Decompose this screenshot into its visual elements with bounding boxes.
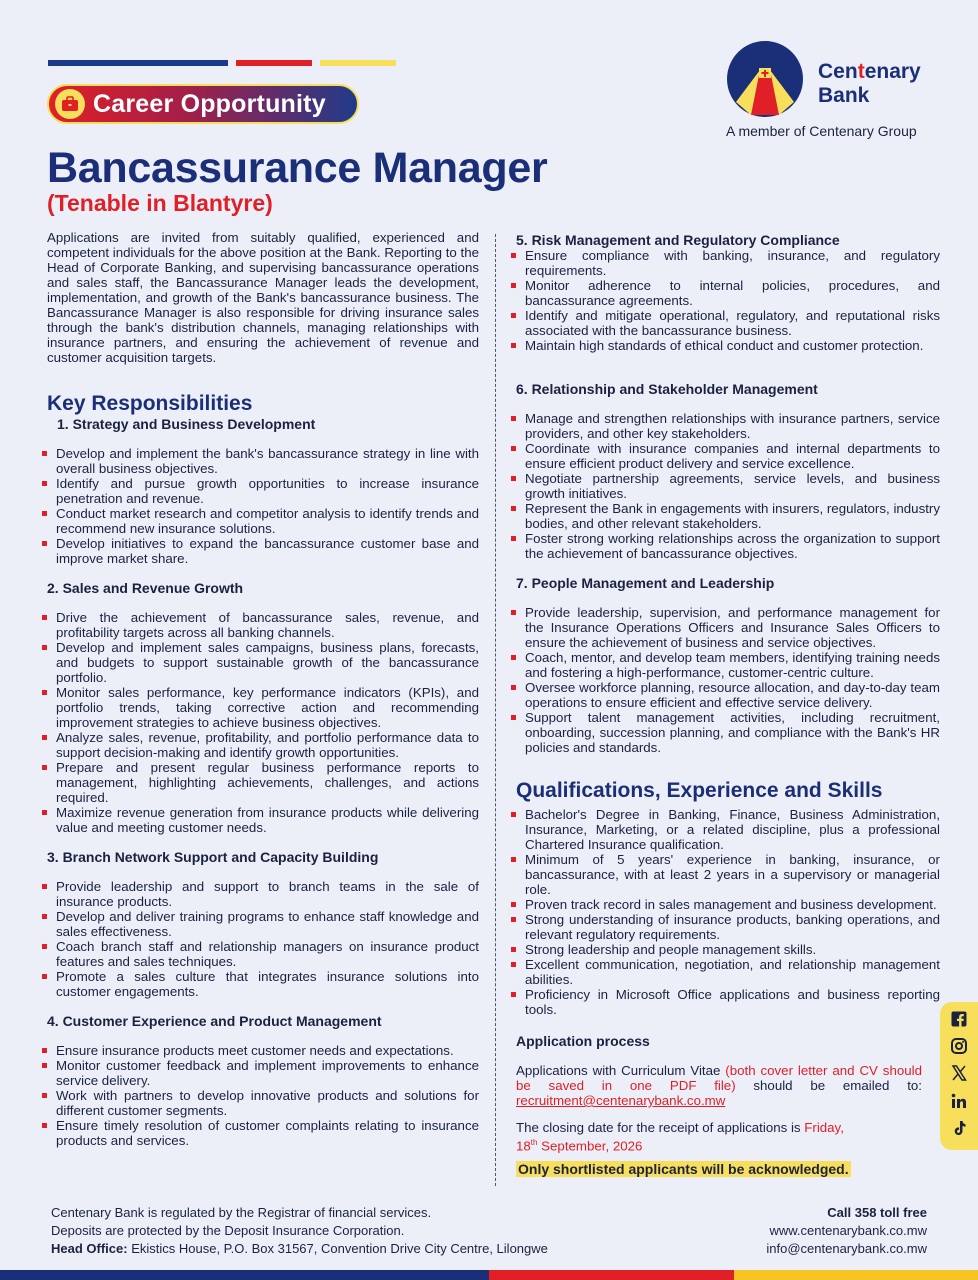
left-column	[47, 230, 479, 1148]
list-item: Conduct market research and competitor analysis to identify trends and recommend new insurance solutions.	[47, 506, 479, 536]
list-item: Maintain high standards of ethical conduct and customer protection.	[516, 338, 940, 353]
footer-contact	[766, 1204, 927, 1258]
list-item: Bachelor's Degree in Banking, Finance, Business Administration, Insurance, Marketing, or a related discipline, plus a professional Chartered Insurance qualification.	[516, 807, 940, 852]
toll-free-number[interactable]: Call 358 toll free	[827, 1205, 927, 1220]
right-column	[516, 232, 940, 1177]
section-list	[47, 879, 479, 999]
list-item: Provide leadership and support to branch teams in the sale of insurance products.	[47, 879, 479, 909]
brand-name: Centenary Bank	[818, 60, 921, 107]
job-subtitle: (Tenable in Blantyre)	[47, 190, 273, 216]
list-item: Excellent communication, negotiation, and relationship management abilities.	[516, 957, 940, 987]
job-title: Bancassurance Manager	[47, 144, 548, 192]
section-title: 5. Risk Management and Regulatory Compliance	[516, 232, 840, 248]
list-item: Drive the achievement of bancassurance sales, revenue, and profitability targets across all banking channels.	[47, 610, 479, 640]
bottom-color-bar	[0, 1270, 978, 1280]
list-item: Identify and pursue growth opportunities to increase insurance penetration and revenue.	[47, 476, 479, 506]
list-item: Maximize revenue generation from insurance products while delivering value and meeting customer needs.	[47, 805, 479, 835]
section-title: 2. Sales and Revenue Growth	[47, 580, 244, 596]
list-item: Manage and strengthen relationships with insurance partners, service providers, and other key stakeholders.	[516, 411, 940, 441]
qualifications-heading: Qualifications, Experience and Skills	[516, 779, 883, 802]
list-item: Develop initiatives to expand the bancassurance customer base and improve market share.	[47, 536, 479, 566]
key-responsibilities-heading: Key Responsibilities	[47, 392, 253, 415]
section-list	[47, 446, 479, 566]
list-item: Ensure timely resolution of customer complaints relating to insurance products and services.	[47, 1118, 479, 1148]
application-instructions: Applications with Curriculum Vitae (both cover letter and CV should be saved in one PDF file) should be emailed to: recruitment@centenarybank.co.mw	[516, 1063, 922, 1108]
section-title: 4. Customer Experience and Product Management	[47, 1013, 382, 1029]
briefcase-icon	[55, 89, 85, 119]
shortlist-note: Only shortlisted applicants will be acknowledged.	[518, 1161, 849, 1178]
recruitment-email-link[interactable]: recruitment@centenarybank.co.mw	[516, 1093, 726, 1108]
facebook-icon[interactable]	[951, 1011, 967, 1032]
list-item: Promote a sales culture that integrates insurance solutions into customer engagements.	[47, 969, 479, 999]
list-item: Develop and implement the bank's bancassurance strategy in line with overall business objectives.	[47, 446, 479, 476]
list-item: Analyze sales, revenue, profitability, and portfolio performance data to support decision-making and identify growth opportunities.	[47, 730, 479, 760]
tiktok-icon[interactable]	[951, 1120, 967, 1141]
list-item: Monitor sales performance, key performance indicators (KPIs), and portfolio trends, taking corrective action and recommending improvement strategies to achieve business objectives.	[47, 685, 479, 730]
application-heading: Application process	[516, 1033, 650, 1049]
list-item: Foster strong working relationships across the organization to support the achievement of bancassurance objectives.	[516, 531, 940, 561]
section-list	[47, 610, 479, 835]
list-item: Identify and mitigate operational, regulatory, and reputational risks associated with the bancassurance business.	[516, 308, 940, 338]
career-opportunity-badge	[47, 84, 359, 124]
list-item: Minimum of 5 years' experience in banking, insurance, or bancassurance, with at least 2 years in a supervisory or managerial role.	[516, 852, 940, 897]
section-list	[47, 1043, 479, 1148]
social-media-bar	[940, 1002, 978, 1150]
section-list	[516, 248, 940, 353]
intro-paragraph: Applications are invited from suitably qualified, experienced and competent individuals for the above position at the Bank. Reporting to the Head of Corporate Banking, and supervising bancassurance operations and sales staff, the Bancassurance Manager leads the development, implementation, and growth of the Bank's bancassurance business. The Bancassurance Manager is also responsible for driving insurance sales through the bank's distribution channels, managing relationships with insurance partners, and ensuring the achievement of revenue and customer acquisition targets.	[47, 230, 479, 365]
list-item: Support talent management activities, including recruitment, onboarding, succession planning, and compliance with the Bank's HR policies and standards.	[516, 710, 940, 755]
linkedin-icon[interactable]	[951, 1093, 967, 1114]
qualifications-list	[516, 807, 940, 1017]
list-item: Proficiency in Microsoft Office applications and business reporting tools.	[516, 987, 940, 1017]
list-item: Develop and implement sales campaigns, business plans, forecasts, and budgets to support sustainable growth of the bancassurance portfolio.	[47, 640, 479, 685]
career-label: Career Opportunity	[93, 89, 326, 118]
x-icon[interactable]	[951, 1065, 967, 1086]
section-title: 6. Relationship and Stakeholder Management	[516, 381, 818, 397]
list-item: Develop and deliver training programs to enhance staff knowledge and sales effectiveness.	[47, 909, 479, 939]
section-title: 3. Branch Network Support and Capacity Building	[47, 849, 379, 865]
column-divider	[495, 234, 496, 1186]
centenary-logo	[726, 40, 804, 118]
list-item: Work with partners to develop innovative products and solutions for different customer segments.	[47, 1088, 479, 1118]
list-item: Provide leadership, supervision, and performance management for the Insurance Operations Officers and Insurance Sales Officers to ensure the achievement of business and service objectives.	[516, 605, 940, 650]
list-item: Strong understanding of insurance products, banking operations, and relevant regulatory requirements.	[516, 912, 940, 942]
list-item: Prepare and present regular business performance reports to management, highlighting achievements, challenges, and actions required.	[47, 760, 479, 805]
list-item: Coach, mentor, and develop team members, identifying training needs and fostering a high-performance, customer-centric culture.	[516, 650, 940, 680]
list-item: Proven track record in sales management and business development.	[516, 897, 940, 912]
list-item: Coach branch staff and relationship managers on insurance product features and sales techniques.	[47, 939, 479, 969]
list-item: Monitor adherence to internal policies, procedures, and bancassurance agreements.	[516, 278, 940, 308]
footer-legal: Centenary Bank is regulated by the Registrar of financial services. Deposits are protected by the Deposit Insurance Corporation. Head Office: Ekistics House, P.O. Box 31567, Convention Drive City Centre, Lilongwe	[51, 1205, 548, 1256]
list-item: Ensure insurance products meet customer needs and expectations.	[47, 1043, 479, 1058]
section-title: 1. Strategy and Business Development	[57, 416, 316, 432]
section-list	[516, 605, 940, 755]
info-email-link[interactable]: info@centenarybank.co.mw	[766, 1241, 927, 1256]
list-item: Coordinate with insurance companies and internal departments to ensure efficient product delivery and service excellence.	[516, 441, 940, 471]
member-tagline: A member of Centenary Group	[726, 123, 917, 139]
top-color-bars	[48, 60, 396, 66]
list-item: Strong leadership and people management skills.	[516, 942, 940, 957]
website-link[interactable]: www.centenarybank.co.mw	[769, 1223, 927, 1238]
list-item: Negotiate partnership agreements, service levels, and business growth initiatives.	[516, 471, 940, 501]
closing-date: The closing date for the receipt of applications is Friday, 18th September, 2026	[516, 1120, 844, 1154]
section-title: 7. People Management and Leadership	[516, 575, 775, 591]
list-item: Ensure compliance with banking, insurance, and regulatory requirements.	[516, 248, 940, 278]
list-item: Represent the Bank in engagements with insurers, regulators, industry bodies, and other relevant stakeholders.	[516, 501, 940, 531]
list-item: Monitor customer feedback and implement improvements to enhance service delivery.	[47, 1058, 479, 1088]
section-list	[516, 411, 940, 561]
instagram-icon[interactable]	[951, 1038, 967, 1059]
list-item: Oversee workforce planning, resource allocation, and day-to-day team operations to ensure efficient and effective service delivery.	[516, 680, 940, 710]
